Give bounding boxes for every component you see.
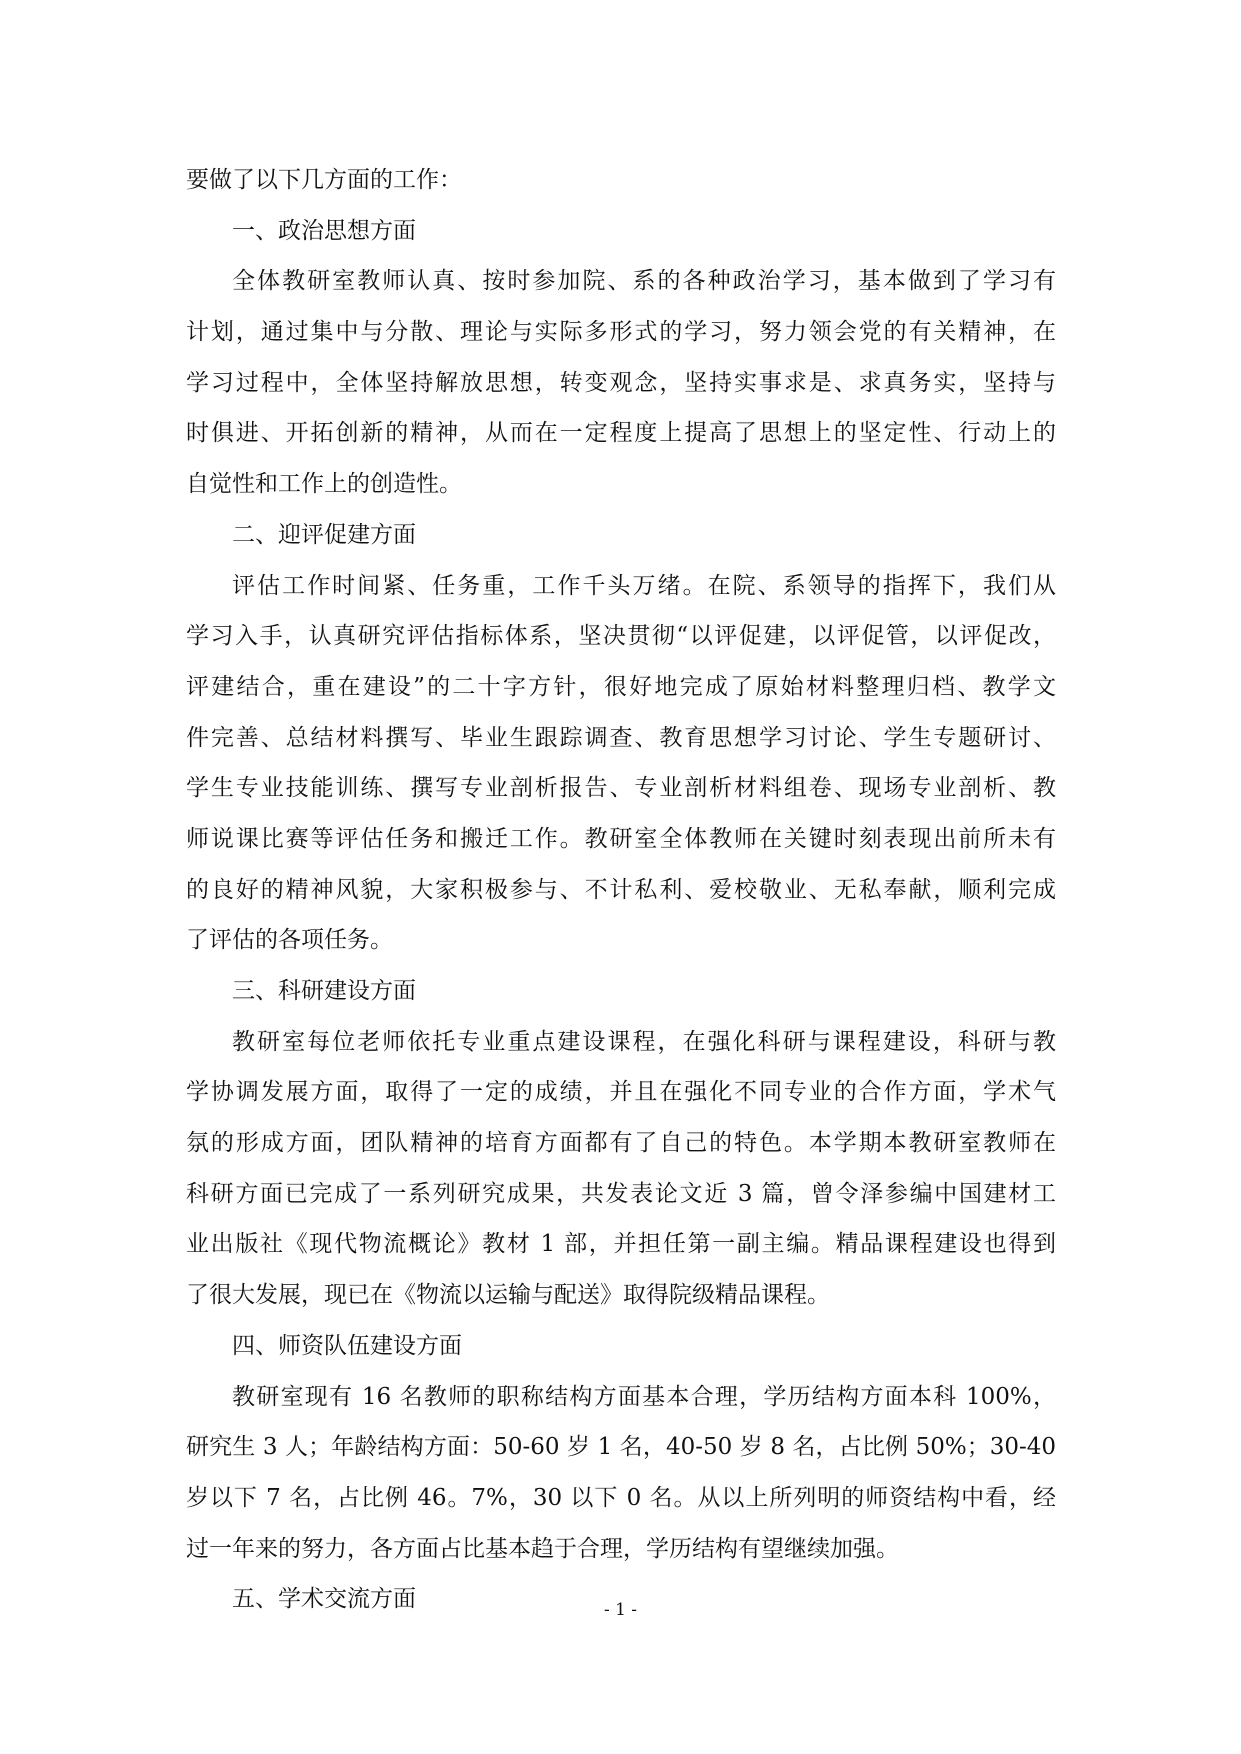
section-heading: 二、迎评促建方面: [232, 521, 416, 548]
paragraph-line: 教研室现有 16 名教师的职称结构方面基本合理，学历结构方面本科 100%，: [232, 1383, 1056, 1410]
paragraph-line: 全体教研室教师认真、按时参加院、系的各种政治学习，基本做到了学习有: [232, 268, 1056, 295]
section-heading: 四、师资队伍建设方面: [232, 1332, 462, 1359]
paragraph-line: 评估工作时间紧、任务重，工作千头万绪。在院、系领导的指挥下，我们从: [232, 572, 1056, 599]
paragraph-line: 研究生 3 人；年龄结构方面：50-60 岁 1 名，40-50 岁 8 名，占比例 50%；30-40: [186, 1434, 1056, 1461]
page-number: - 1 -: [603, 1600, 638, 1620]
paragraph-line: 要做了以下几方面的工作：: [186, 167, 462, 193]
paragraph-line: 过一年来的努力，各方面占比基本趋于合理，学历结构有望继续加强。: [186, 1535, 899, 1562]
paragraph-line: 学生专业技能训练、撰写专业剖析报告、专业剖析材料组卷、现场专业剖析、教: [186, 775, 1056, 802]
document-body: [186, 155, 1056, 1625]
paragraph-line: 教研室每位老师依托专业重点建设课程，在强化科研与课程建设，科研与教: [232, 1028, 1056, 1055]
paragraph-line: 学习入手，认真研究评估指标体系，坚决贯彻“以评促建，以评促管，以评促改，: [186, 623, 1056, 650]
paragraph-line: 氛的形成方面，团队精神的培育方面都有了自己的特色。本学期本教研室教师在: [186, 1130, 1056, 1157]
section-heading: 三、科研建设方面: [232, 978, 416, 1004]
paragraph-line: 的良好的精神风貌，大家积极参与、不计私利、爱校敬业、无私奉献，顺利完成: [186, 876, 1056, 903]
paragraph-line: 自觉性和工作上的创造性。: [186, 471, 462, 498]
paragraph-line: 计划，通过集中与分散、理论与实际多形式的学习，努力领会党的有关精神，在: [186, 319, 1056, 346]
section-heading: 五、学术交流方面: [232, 1586, 416, 1613]
paragraph-line: 了很大发展，现已在《物流以运输与配送》取得院级精品课程。: [186, 1282, 830, 1309]
paragraph-line: 学习过程中，全体坚持解放思想，转变观念，坚持实事求是、求真务实，坚持与: [186, 369, 1056, 396]
paragraph-line: 评建结合，重在建设”的二十字方针，很好地完成了原始材料整理归档、教学文: [186, 673, 1056, 700]
paragraph-line: 时俱进、开拓创新的精神，从而在一定程度上提高了思想上的坚定性、行动上的: [186, 420, 1056, 447]
section-heading: 一、政治思想方面: [232, 217, 416, 244]
paragraph-line: 件完善、总结材料撰写、毕业生跟踪调查、教育思想学习讨论、学生专题研讨、: [186, 724, 1056, 751]
paragraph-line: 科研方面已完成了一系列研究成果，共发表论文近 3 篇，曾令泽参编中国建材工: [186, 1180, 1056, 1207]
paragraph-line: 了评估的各项任务。: [186, 927, 393, 954]
paragraph-line: 业出版社《现代物流概论》教材 1 部，并担任第一副主编。精品课程建设也得到: [186, 1231, 1056, 1258]
paragraph-line: 学协调发展方面，取得了一定的成绩，并且在强化不同专业的合作方面，学术气: [186, 1079, 1056, 1106]
paragraph-line: 师说课比赛等评估任务和搬迁工作。教研室全体教师在关键时刻表现出前所未有: [186, 825, 1056, 852]
paragraph-line: 岁以下 7 名，占比例 46。7%，30 以下 0 名。从以上所列明的师资结构中看，经: [186, 1484, 1056, 1511]
